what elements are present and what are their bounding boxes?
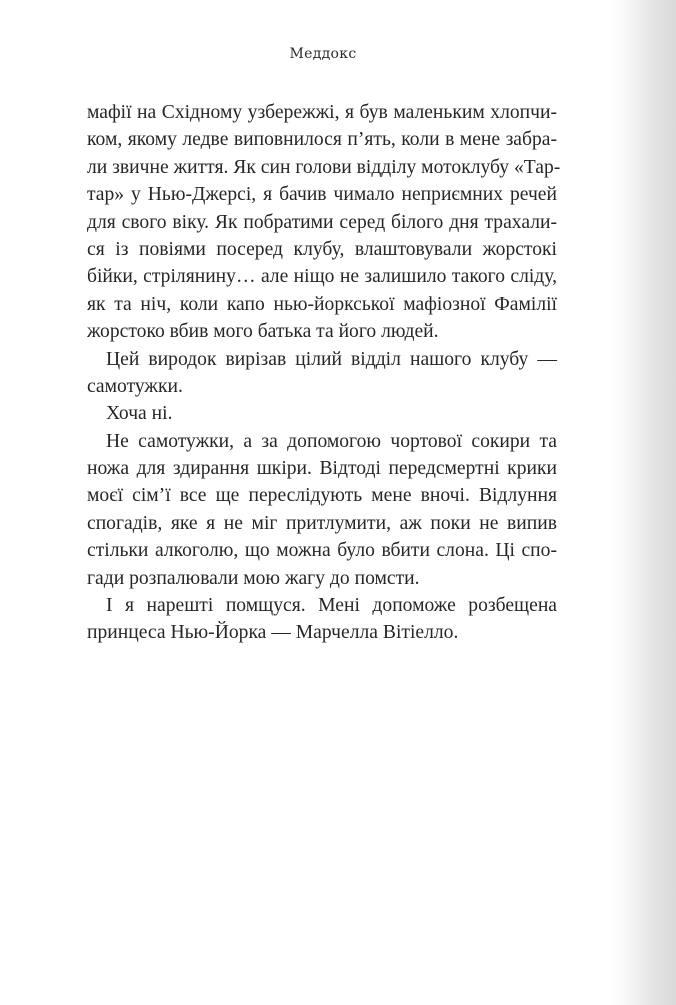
text-line: спогадів, яке я не міг притлумити, аж поки не випив <box>87 512 557 534</box>
text-line: як та ніч, коли капо нью-йоркської мафіозної Фамілії <box>87 293 557 315</box>
text-line: тар» у Нью-Джерсі, я бачив чимало неприємних речей <box>87 184 557 206</box>
text-line: ком, якому ледве виповнилося п’ять, коли в мене забра- <box>87 129 557 151</box>
text-line: принцеса Нью-Йорка — Марчелла Вітіелло. <box>87 622 459 644</box>
text-line: Цей виродок вирізав цілий відділ нашого клубу — <box>106 348 557 370</box>
text-line: для свого віку. Як побратими серед білого дня трахали- <box>87 211 557 233</box>
text-line: ножа для здирання шкіри. Відтоді передсмертні крики <box>87 458 557 480</box>
text-line: ся із повіями посеред клубу, влаштовували жорстокі <box>87 238 557 260</box>
text-line: самотужки. <box>87 375 183 397</box>
text-line: І я нарешті помщуся. Мені допоможе розбещена <box>106 595 557 617</box>
text-line: стільки алкоголю, що можна було вбити слона. Ці спо- <box>87 540 557 562</box>
running-head: Меддокс <box>289 46 357 62</box>
text-line: жорстоко вбив мого батька та його людей. <box>87 321 439 343</box>
text-line: моєї сім’ї все ще переслідують мене вночі. Відлуння <box>87 485 557 507</box>
text-line: мафії на Східному узбережжі, я був маленьким хлопчи- <box>87 102 557 123</box>
body-text <box>87 99 561 647</box>
text-line: бійки, стрілянину… але ніщо не залишило такого сліду, <box>87 266 557 288</box>
text-line: Хоча ні. <box>106 403 173 425</box>
text-line: Не самотужки, а за допомогою чортової сокири та <box>106 430 557 452</box>
text-line: гади розпалювали мою жагу до помсти. <box>87 567 420 589</box>
text-line: ли звичне життя. Як син голови відділу мотоклубу «Тар- <box>87 156 561 178</box>
